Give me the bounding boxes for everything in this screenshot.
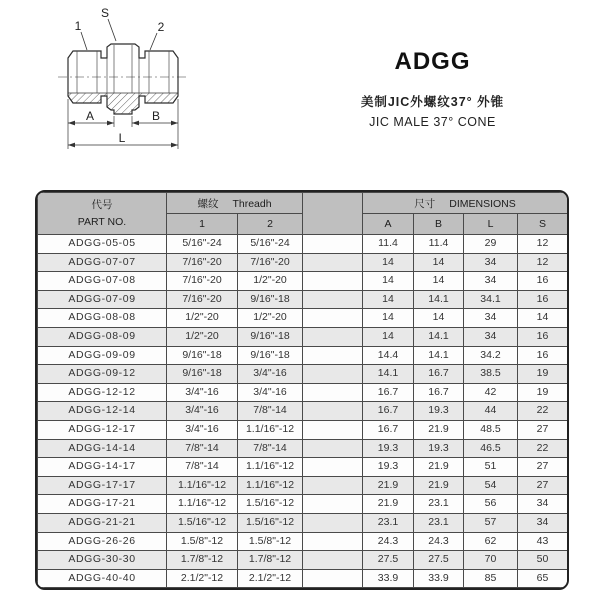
thread2-cell: 1.7/8"-12: [238, 551, 303, 570]
dim-a-cell: 16.7: [363, 383, 414, 402]
dim-a-cell: 24.3: [363, 532, 414, 551]
dim-b-cell: 21.9: [414, 420, 464, 439]
dim-l-cell: 38.5: [464, 365, 518, 384]
dim-s-cell: 22: [518, 439, 568, 458]
spacer-cell: [303, 551, 363, 570]
dim-l-cell: 85: [464, 569, 518, 588]
dim-l-cell: 34: [464, 327, 518, 346]
dim-a-cell: 14: [363, 327, 414, 346]
dim-l-cell: 34.1: [464, 290, 518, 309]
table-row: [38, 420, 568, 439]
col-header-thread: [167, 193, 303, 214]
part-no-cell: ADGG-30-30: [38, 551, 167, 570]
dim-s-cell: 12: [518, 235, 568, 254]
part-no-cell: ADGG-14-14: [38, 439, 167, 458]
thread1-cell: 1/2"-20: [167, 327, 238, 346]
dim-s-cell: 19: [518, 383, 568, 402]
col-header-thread-2: 2: [238, 214, 303, 235]
dim-b-cell: 14.1: [414, 290, 464, 309]
dimensions-cn: 尺寸: [414, 197, 436, 210]
dim-b-cell: 23.1: [414, 495, 464, 514]
col-header-thread-1: 1: [167, 214, 238, 235]
part-no-cell: ADGG-07-09: [38, 290, 167, 309]
dim-a-cell: 33.9: [363, 569, 414, 588]
dim-l-cell: 34: [464, 309, 518, 328]
dim-a-cell: 21.9: [363, 495, 414, 514]
spacer-cell: [303, 569, 363, 588]
dim-s-cell: 65: [518, 569, 568, 588]
spacer-cell: [303, 272, 363, 291]
spacer-cell: [303, 476, 363, 495]
thread1-cell: 3/4"-16: [167, 402, 238, 421]
table-row: [38, 383, 568, 402]
table-row: [38, 327, 568, 346]
part-no-cell: ADGG-14-17: [38, 458, 167, 477]
dim-b-cell: 14: [414, 272, 464, 291]
dim-b-cell: 21.9: [414, 476, 464, 495]
label-s: S: [100, 6, 110, 20]
label-1: 1: [74, 19, 82, 33]
part-no-cell: ADGG-26-26: [38, 532, 167, 551]
thread-en: Threadh: [232, 197, 272, 210]
dim-s-cell: 34: [518, 513, 568, 532]
dim-b-cell: 19.3: [414, 439, 464, 458]
dim-b-cell: 27.5: [414, 551, 464, 570]
dim-s-cell: 34: [518, 495, 568, 514]
spec-table-body: [38, 235, 568, 588]
thread2-cell: 9/16"-18: [238, 346, 303, 365]
dim-a-cell: 14: [363, 309, 414, 328]
spacer-cell: [303, 365, 363, 384]
dim-s-cell: 27: [518, 458, 568, 477]
dim-s-cell: 43: [518, 532, 568, 551]
part-no-cell: ADGG-08-09: [38, 327, 167, 346]
table-row: [38, 495, 568, 514]
spacer-cell: [303, 513, 363, 532]
col-header-dim-b: B: [414, 214, 464, 235]
spacer-cell: [303, 532, 363, 551]
spacer-cell: [303, 309, 363, 328]
spacer-cell: [303, 327, 363, 346]
spacer-cell: [303, 420, 363, 439]
table-row: [38, 402, 568, 421]
thread1-cell: 7/16"-20: [167, 253, 238, 272]
dim-l-cell: 51: [464, 458, 518, 477]
dim-l-cell: 29: [464, 235, 518, 254]
thread2-cell: 2.1/2"-12: [238, 569, 303, 588]
thread1-cell: 7/8"-14: [167, 458, 238, 477]
table-row: [38, 272, 568, 291]
dim-l-cell: 54: [464, 476, 518, 495]
product-name-cn: 美制JIC外螺纹37° 外锥: [360, 95, 505, 109]
thread1-cell: 5/16"-24: [167, 235, 238, 254]
thread2-cell: 3/4"-16: [238, 365, 303, 384]
dim-a-cell: 16.7: [363, 420, 414, 439]
table-row: [38, 551, 568, 570]
thread1-cell: 7/16"-20: [167, 290, 238, 309]
table-row: [38, 439, 568, 458]
thread1-cell: 1/2"-20: [167, 309, 238, 328]
dim-l-cell: 57: [464, 513, 518, 532]
part-no-cell: ADGG-07-08: [38, 272, 167, 291]
part-no-cell: ADGG-17-17: [38, 476, 167, 495]
thread1-cell: 1.1/16"-12: [167, 476, 238, 495]
dim-s-cell: 22: [518, 402, 568, 421]
thread2-cell: 9/16"-18: [238, 327, 303, 346]
thread1-cell: 7/16"-20: [167, 272, 238, 291]
spacer-cell: [303, 346, 363, 365]
part-no-cell: ADGG-12-14: [38, 402, 167, 421]
spacer-cell: [303, 495, 363, 514]
fitting-diagram: [48, 3, 238, 161]
dim-a-cell: 27.5: [363, 551, 414, 570]
product-name-en: JIC MALE 37° CONE: [369, 115, 496, 129]
thread1-cell: 9/16"-18: [167, 346, 238, 365]
thread1-cell: 1.5/8"-12: [167, 532, 238, 551]
dim-a-cell: 23.1: [363, 513, 414, 532]
part-no-cell: ADGG-08-08: [38, 309, 167, 328]
spacer-cell: [303, 235, 363, 254]
thread2-cell: 5/16"-24: [238, 235, 303, 254]
dim-a-cell: 14: [363, 253, 414, 272]
thread-cn: 螺纹: [197, 197, 219, 210]
thread2-cell: 7/16"-20: [238, 253, 303, 272]
part-no-cell: ADGG-12-17: [38, 420, 167, 439]
label-a: A: [85, 109, 95, 123]
dim-s-cell: 16: [518, 272, 568, 291]
thread1-cell: 1.7/8"-12: [167, 551, 238, 570]
spec-table-frame: [35, 190, 569, 590]
dim-l-cell: 34: [464, 253, 518, 272]
part-no-cell: ADGG-12-12: [38, 383, 167, 402]
dim-a-cell: 21.9: [363, 476, 414, 495]
dim-l-cell: 70: [464, 551, 518, 570]
thread2-cell: 1.1/16"-12: [238, 420, 303, 439]
table-row: [38, 476, 568, 495]
dim-b-cell: 21.9: [414, 458, 464, 477]
dim-b-cell: 14.1: [414, 327, 464, 346]
thread1-cell: 1.1/16"-12: [167, 495, 238, 514]
col-header-dim-s: S: [518, 214, 568, 235]
label-b: B: [151, 109, 161, 123]
thread1-cell: 1.5/16"-12: [167, 513, 238, 532]
col-header-spacer: [303, 193, 363, 235]
dim-s-cell: 16: [518, 346, 568, 365]
part-no-cell: ADGG-05-05: [38, 235, 167, 254]
spacer-cell: [303, 290, 363, 309]
dim-b-cell: 14: [414, 309, 464, 328]
table-row: [38, 235, 568, 254]
col-header-dim-a: A: [363, 214, 414, 235]
dim-l-cell: 34.2: [464, 346, 518, 365]
table-row: [38, 290, 568, 309]
fitting-detail-lines: [77, 45, 169, 96]
thread2-cell: 1/2"-20: [238, 309, 303, 328]
thread1-cell: 7/8"-14: [167, 439, 238, 458]
table-row: [38, 569, 568, 588]
product-code: ADGG: [394, 48, 471, 75]
thread2-cell: 7/8"-14: [238, 402, 303, 421]
spacer-cell: [303, 458, 363, 477]
thread1-cell: 2.1/2"-12: [167, 569, 238, 588]
table-row: [38, 309, 568, 328]
dim-b-cell: 16.7: [414, 365, 464, 384]
spacer-cell: [303, 439, 363, 458]
dim-a-cell: 14.1: [363, 365, 414, 384]
thread1-cell: 3/4"-16: [167, 383, 238, 402]
dim-a-cell: 11.4: [363, 235, 414, 254]
part-no-cell: ADGG-21-21: [38, 513, 167, 532]
table-row: [38, 346, 568, 365]
dim-b-cell: 14: [414, 253, 464, 272]
dim-s-cell: 27: [518, 476, 568, 495]
part-no-en: PART NO.: [77, 215, 127, 228]
dim-l-cell: 48.5: [464, 420, 518, 439]
dim-a-cell: 19.3: [363, 439, 414, 458]
thread2-cell: 1.5/8"-12: [238, 532, 303, 551]
title-block: [310, 48, 555, 129]
thread2-cell: 3/4"-16: [238, 383, 303, 402]
table-row: [38, 365, 568, 384]
dim-l-cell: 46.5: [464, 439, 518, 458]
col-header-dim-l: L: [464, 214, 518, 235]
thread1-cell: 9/16"-18: [167, 365, 238, 384]
table-row: [38, 513, 568, 532]
dim-a-cell: 19.3: [363, 458, 414, 477]
dim-l-cell: 44: [464, 402, 518, 421]
dim-a-cell: 14: [363, 272, 414, 291]
col-header-part-no: [38, 193, 167, 235]
part-no-cell: ADGG-09-09: [38, 346, 167, 365]
part-no-cell: ADGG-40-40: [38, 569, 167, 588]
thread2-cell: 1.5/16"-12: [238, 495, 303, 514]
dim-s-cell: 14: [518, 309, 568, 328]
dim-s-cell: 16: [518, 290, 568, 309]
dim-a-cell: 14.4: [363, 346, 414, 365]
leader-lines: [81, 19, 157, 50]
table-row: [38, 458, 568, 477]
dim-b-cell: 19.3: [414, 402, 464, 421]
dim-b-cell: 16.7: [414, 383, 464, 402]
dim-s-cell: 50: [518, 551, 568, 570]
dim-l-cell: 34: [464, 272, 518, 291]
thread2-cell: 1/2"-20: [238, 272, 303, 291]
dimensions-en: DIMENSIONS: [449, 197, 516, 210]
dim-b-cell: 14.1: [414, 346, 464, 365]
dim-a-cell: 16.7: [363, 402, 414, 421]
spacer-cell: [303, 253, 363, 272]
dim-b-cell: 24.3: [414, 532, 464, 551]
dim-s-cell: 16: [518, 327, 568, 346]
dim-a-cell: 14: [363, 290, 414, 309]
thread2-cell: 1.1/16"-12: [238, 476, 303, 495]
label-l: L: [118, 131, 126, 145]
dim-b-cell: 11.4: [414, 235, 464, 254]
dim-l-cell: 42: [464, 383, 518, 402]
dim-s-cell: 12: [518, 253, 568, 272]
dim-s-cell: 27: [518, 420, 568, 439]
dim-b-cell: 23.1: [414, 513, 464, 532]
part-no-cell: ADGG-07-07: [38, 253, 167, 272]
thread2-cell: 7/8"-14: [238, 439, 303, 458]
spacer-cell: [303, 383, 363, 402]
label-2: 2: [157, 20, 165, 34]
thread2-cell: 1.5/16"-12: [238, 513, 303, 532]
dim-l-cell: 62: [464, 532, 518, 551]
spec-table: [37, 192, 568, 588]
thread2-cell: 1.1/16"-12: [238, 458, 303, 477]
table-row: [38, 532, 568, 551]
table-row: [38, 253, 568, 272]
thread1-cell: 3/4"-16: [167, 420, 238, 439]
dim-l-cell: 56: [464, 495, 518, 514]
dim-b-cell: 33.9: [414, 569, 464, 588]
part-no-cell: ADGG-17-21: [38, 495, 167, 514]
dim-s-cell: 19: [518, 365, 568, 384]
part-no-cell: ADGG-09-12: [38, 365, 167, 384]
col-header-dimensions: [363, 193, 568, 214]
part-no-cn: 代号: [91, 199, 113, 212]
spacer-cell: [303, 402, 363, 421]
thread2-cell: 9/16"-18: [238, 290, 303, 309]
